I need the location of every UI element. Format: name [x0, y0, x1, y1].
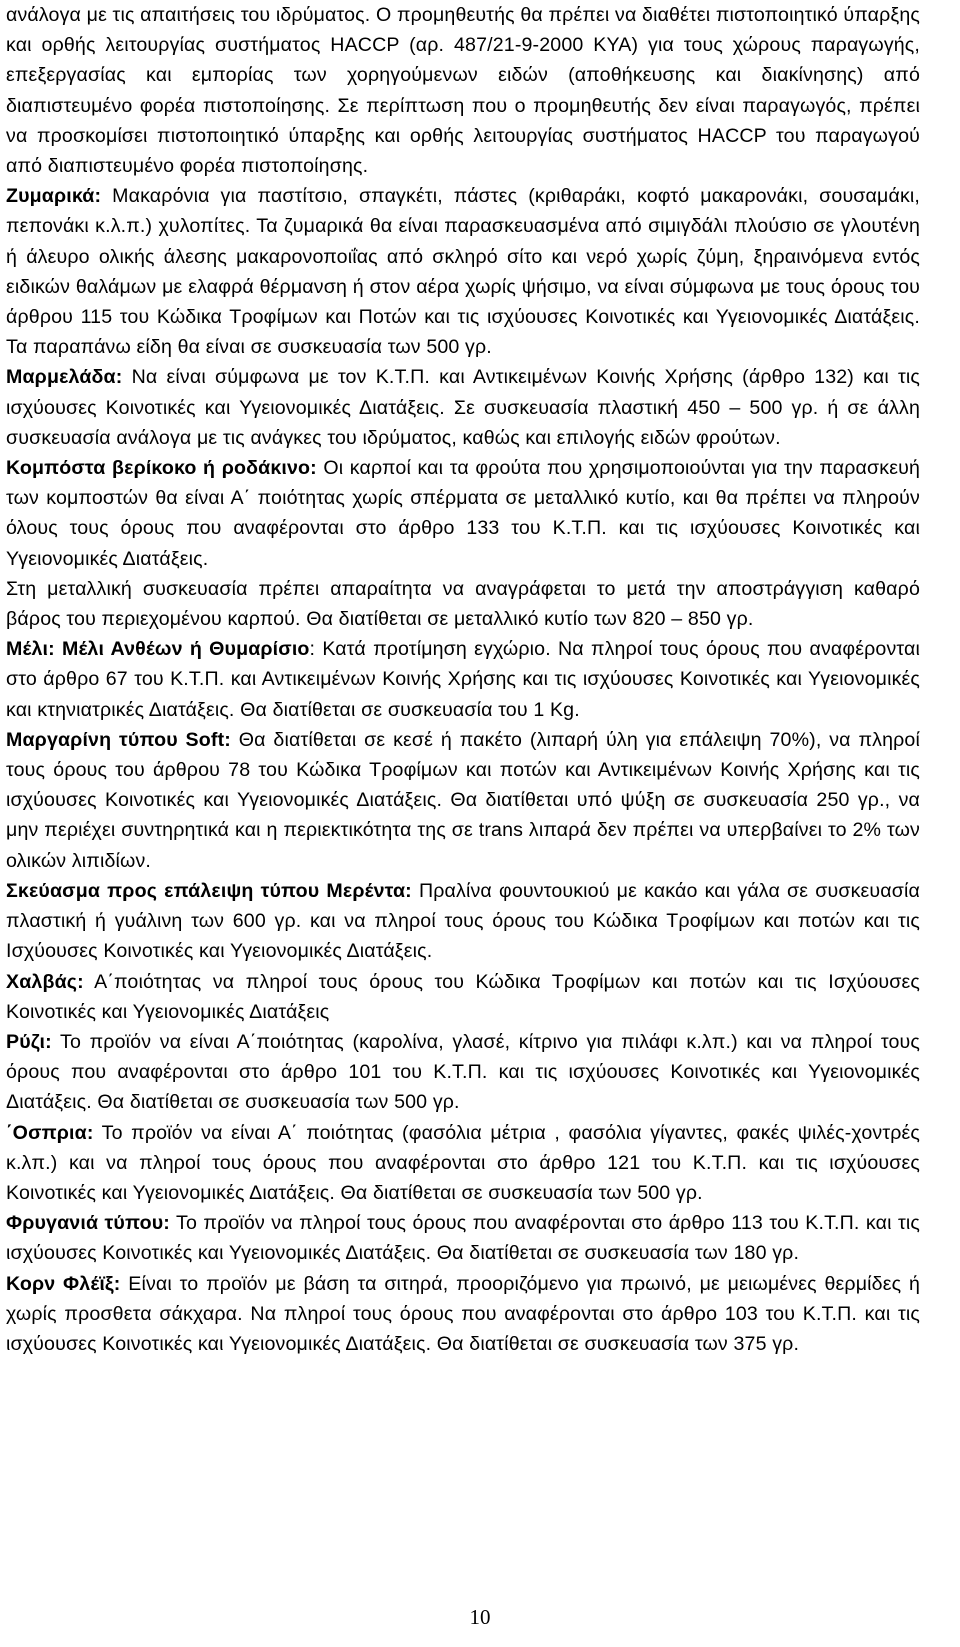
paragraph-rusks [6, 1208, 920, 1268]
paragraph-text: Το προϊόν να είναι Α΄ποιότητας (καρολίνα, γλασέ, κίτρινο για πιλάφι κ.λπ.) και να πληροί τους όρους που αναφέρονται στο άρθρο 101 του Κ.Τ.Π. και τις ισχύουσες Κοινοτικές και Υγειονομικές Διατάξεις. Θα διατίθεται σε συσκευασία των 500 γρ. [6, 1030, 920, 1114]
paragraph-term: ΄Οσπρια: [6, 1121, 94, 1144]
paragraph-marmalade [6, 362, 920, 453]
paragraph-term: Χαλβάς: [6, 970, 84, 993]
paragraph-term: Σκεύασμα προς επάλειψη τύπου Μερέντα: [6, 879, 412, 902]
paragraph-compote-packaging [6, 574, 920, 634]
paragraph-intro [6, 0, 920, 181]
document-body [6, 0, 920, 1359]
paragraph-margarine [6, 725, 920, 876]
paragraph-legumes [6, 1118, 920, 1209]
paragraph-term: Ρύζι: [6, 1030, 52, 1053]
paragraph-honey [6, 634, 920, 725]
paragraph-term: Ζυμαρικά: [6, 185, 102, 208]
paragraph-term: Κορν Φλέϊξ: [6, 1272, 121, 1295]
paragraph-pasta [6, 181, 920, 362]
paragraph-rice [6, 1027, 920, 1118]
paragraph-text: Μακαρόνια για παστίτσιο, σπαγκέτι, πάστες (κριθαράκι, κοφτό μακαρονάκι, σουσαμάκι, πεπονάκι κ.λ.π.) χυλοπίτες. Τα ζυμαρικά θα είναι παρασκευασμένα από σιμιγδάλι πλούσιο σε γλουτένη ή άλευρο ολικής άλεσης μακαρονοποιΐας από σκληρό σίτο και νερό χωρίς ζύμη, ξηραινόμενα εντός ειδικών θαλάμων με ελαφρά θέρμανση ή στον αέρα χωρίς ψήσιμο, να είναι σύμφωνα με τους όρους του άρθρου 115 του Κώδικα Τροφίμων και Ποτών και τις ισχύουσες Κοινοτικές και Υγειονομικές Διατάξεις. Τα παραπάνω είδη θα είναι σε συσκευασία των 500 γρ. [6, 185, 920, 359]
paragraph-cornflakes [6, 1269, 920, 1360]
paragraph-term: Φρυγανιά τύπου: [6, 1212, 170, 1235]
paragraph-halva [6, 967, 920, 1027]
paragraph-text: ανάλογα με τις απαιτήσεις του ιδρύματος. Ο προμηθευτής θα πρέπει να διαθέτει πιστοποιητικό ύπαρξης και ορθής λειτουργίας συστήματος HACCP (αρ. 487/21-9-2000 ΚΥΑ) για τους χώρους παραγωγής, επεξεργασίας και εμπορίας των χορηγούμενων ειδών (αποθήκευσης και διακίνησης) από διαπιστευμένο φορέα πιστοποίησης. Σε περίπτωση που ο προμηθευτής δεν είναι παραγωγός, πρέπει να προσκομίσει πιστοποιητικό ύπαρξης και ορθής λειτουργίας συστήματος HACCP του παραγωγού από διαπιστευμένο φορέα πιστοποίησης. [6, 4, 920, 178]
paragraph-text: Στη μεταλλική συσκευασία πρέπει απαραίτητα να αναγράφεται το μετά την αποστράγγιση καθαρό βάρος του περιεχομένου καρπού. Θα διατίθεται σε μεταλλικό κυτίο των 820 – 850 γρ. [6, 577, 920, 631]
paragraph-text: Α΄ποιότητας να πληροί τους όρους του Κώδικα Τροφίμων και ποτών και τις Ισχύουσες Κοινοτικές και Υγειονομικές Διατάξεις [6, 970, 920, 1023]
paragraph-text: Να είναι σύμφωνα με τον Κ.Τ.Π. και Αντικειμένων Κοινής Χρήσης (άρθρο 132) και τις ισχύουσες Κοινοτικές και Υγειονομικές Διατάξεις. Σε συσκευασία πλαστική 450 – 500 γρ. ή σε άλλη συσκευασία ανάλογα με τις ανάγκες του ιδρύματος, καθώς και επιλογής ειδών φρούτων. [6, 366, 920, 449]
paragraph-text: : Κατά προτίμηση εγχώριο. Να πληροί τους όρους που αναφέρονται στο άρθρο 67 του Κ.Τ.Π. και Αντικειμένων Κοινής Χρήσης και τις ισχύουσες Κοινοτικές και Υγειονομικές και κτηνιατρικές Διατάξεις. Θα διατίθεται σε συσκευασία του 1 Kg. [6, 638, 920, 721]
paragraph-text: Οι καρποί και τα φρούτα που χρησιμοποιούνται για την παρασκευή των κομποστών θα είναι Α΄ ποιότητας χωρίς σπέρματα σε μεταλλικό κυτίο, και θα πρέπει να πληρούν όλους τους όρους που αναφέρονται στο άρθρο 133 του Κ.Τ.Π. και τις ισχύουσες Κοινοτικές και Υγειονομικές Διατάξεις. [6, 457, 921, 570]
paragraph-compote [6, 453, 920, 574]
paragraph-spread [6, 876, 920, 967]
paragraph-term: Μαρμελάδα: [6, 366, 123, 389]
paragraph-text: Το προϊόν να πληροί τους όρους που αναφέρονται στο άρθρο 113 του Κ.Τ.Π. και τις ισχύουσες Κοινοτικές και Υγειονομικές Διατάξεις. Θα διατίθεται σε συσκευασία των 180 γρ. [6, 1212, 920, 1265]
paragraph-text: Είναι το προϊόν με βάση τα σιτηρά, προοριζόμενο για πρωινό, με μειωμένες θερμίδες ή χωρίς προσθετα σάκχαρα. Να πληροί τους όρους που αναφέρονται στο άρθρο 103 του Κ.Τ.Π. και τις ισχύουσες Κοινοτικές και Υγειονομικές Διατάξεις. Θα διατίθεται σε συσκευασία των 375 γρ. [6, 1272, 921, 1355]
page-number: 10 [469, 1605, 491, 1629]
paragraph-text: Πραλίνα φουντουκιού με κακάο και γάλα σε συσκευασία πλαστική ή γυάλινη των 600 γρ. και να πληροί τους όρους του Κώδικα Τροφίμων και ποτών και τις Ισχύουσες Κοινοτικές και Υγειονομικές Διατάξεις. [6, 879, 920, 963]
paragraph-text: Το προϊόν να είναι Α΄ ποιότητας (φασόλια μέτρια , φασόλια γίγαντες, φακές ψιλές-χοντρές κ.λπ.) και να πληροί τους όρους που αναφέρονται στο άρθρο 121 του Κ.Τ.Π. και τις ισχύουσες Κοινοτικές και Υγειονομικές Διατάξεις. Θα διατίθεται σε συσκευασία των 500 γρ. [6, 1121, 920, 1204]
paragraph-text: Θα διατίθεται σε κεσέ ή πακέτο (λιπαρή ύλη για επάλειψη 70%), να πληροί τους όρους του άρθρου 78 του Κώδικα Τροφίμων και ποτών και Αντικειμένων Κοινής Χρήσης και τις ισχύουσες Κοινοτικές και Υγειονομικές Διατάξεις. Θα διατίθεται υπό ψύξη σε συσκευασία 250 γρ., να μην περιέχει συντηρητικά και η περιεκτικότητα της σε trans λιπαρά δεν πρέπει να υπερβαίνει το 2% των ολικών λιπιδίων. [6, 728, 920, 872]
paragraph-term: Κομπόστα βερίκοκο ή ροδάκινο: [6, 457, 317, 480]
paragraph-term: Μαργαρίνη τύπου Soft: [6, 728, 231, 751]
paragraph-term: Μέλι: Μέλι Ανθέων ή Θυμαρίσιο [6, 638, 310, 661]
